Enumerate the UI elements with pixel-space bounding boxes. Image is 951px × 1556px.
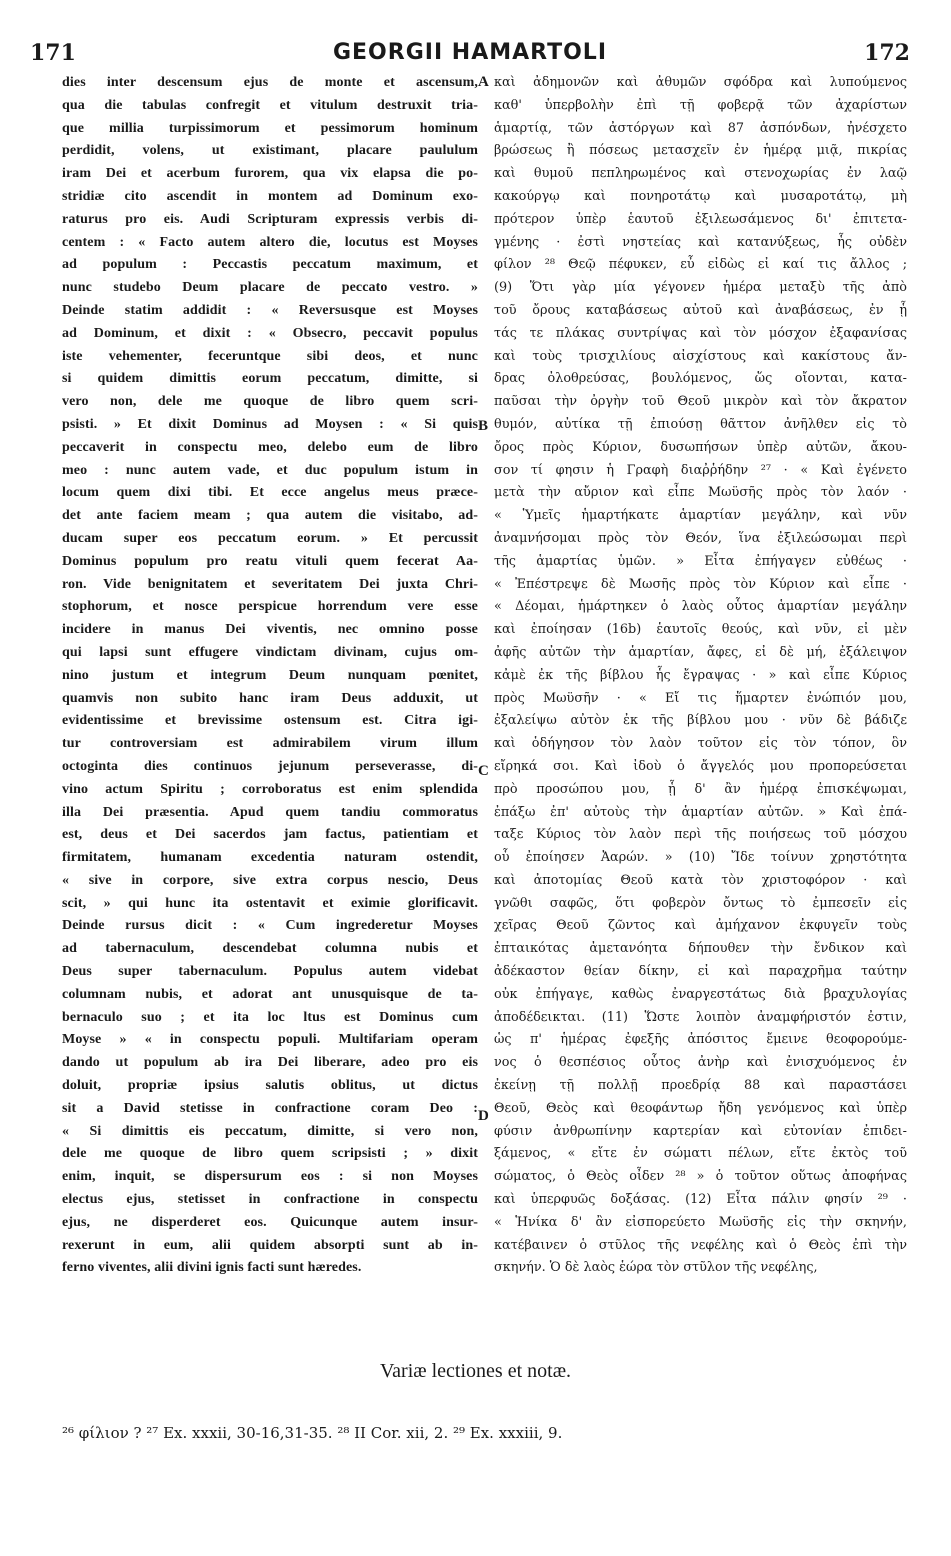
latin-text-line: nunc studebo Deum placare de peccato vestro. »	[62, 280, 478, 296]
latin-text-line: dies inter descensum ejus de monte et ascensum,	[62, 75, 478, 90]
latin-text-line: sit a David stetisse in confractione coram Deo :	[62, 1100, 478, 1116]
latin-text-line: ducam super eos peccatum eorum. » Et percussit	[62, 530, 478, 546]
greek-text-line: μετὰ τὴν αὔριον καὶ εἶπε Μωϋσῆς πρὸς τὸν λαόν ·	[494, 485, 907, 501]
section-marker-b: B	[478, 418, 489, 434]
greek-text-line: ἀφῆς αὐτῶν τὴν ἁμαρτίαν, ἄφες, εἰ δὲ μή, ἐξάλειψον	[494, 644, 907, 660]
latin-text-line: si quidem dimittis eorum peccatum, dimitte, si	[62, 371, 478, 387]
latin-text-line: Deinde statim addidit : « Reversusque est Moyses	[62, 302, 478, 318]
latin-text-line: ron. Vide benignitatem et severitatem Dei juxta Chri-	[62, 576, 478, 592]
greek-column	[494, 72, 907, 1327]
latin-text-line: quamvis non subito hanc iram Deus adduxit, ut	[62, 690, 478, 706]
greek-text-line: « Ἡνίκα δ' ἂν εἰσπορεύετο Μωϋσῆς εἰς τὴν σκηνήν,	[494, 1214, 907, 1230]
greek-text-line: ἐπάξω ἐπ' αὐτοὺς τὴν ἁμαρτίαν αὐτῶν. » Καὶ ἐπά-	[494, 804, 907, 820]
latin-column	[62, 72, 478, 1327]
greek-text-line: καὶ ἀδημονῶν καὶ ἀθυμῶν σφόδρα καὶ λυπούμενος	[494, 75, 907, 90]
greek-text-line: πρὸς Μωϋσῆν · « Εἴ τις ἥμαρτεν ἐνώπιόν μου,	[494, 690, 907, 706]
latin-text-line: Deinde rursus dicit : « Cum ingrederetur Moyses	[62, 918, 478, 934]
latin-text-line: scit, » qui hunc ita ostentavit et eximie glorificavit.	[62, 895, 478, 911]
greek-text-line: (9) Ὅτι γὰρ μία γέγονεν ἡμέρα μεταξὺ τῆς ἀπὸ	[494, 280, 907, 296]
greek-text-line: Θεοῦ, Θεὸς καὶ θεοφάντωρ ἤδη γενόμενος καὶ ὑπὲρ	[494, 1100, 907, 1116]
latin-text-line: iram Dei et acerbum furorem, qua vix elapsa die po-	[62, 166, 478, 182]
greek-text-line: καὶ θυμοῦ πεπληρωμένος καὶ στενοχωρίας ἐν λαῷ	[494, 166, 907, 182]
greek-text-line: ἐκείνῃ τῇ πολλῇ προεδρίᾳ 88 καὶ παραστάσει	[494, 1078, 907, 1094]
greek-text-line: ταξε Κύριος τὸν λαὸν περὶ τῆς ποιήσεως τοῦ μόσχου	[494, 827, 907, 843]
greek-text-line: εἴρηκά σοι. Καὶ ἰδοὺ ὁ ἄγγελός μου προπορεύσεται	[494, 758, 907, 774]
latin-text-line: stophorum, et nosce perspicue horrendum vere esse	[62, 599, 478, 615]
greek-text-line: καὶ τοὺς τρισχιλίους αἰσχίστους καὶ κακίστους ἄν-	[494, 348, 907, 364]
notes-heading: Variæ lectiones et notæ.	[379, 1360, 572, 1382]
latin-text-line: Deus super tabernaculum. Populus autem videbat	[62, 964, 478, 980]
latin-text-line: ad populum : Peccastis peccatum maximum, et	[62, 257, 478, 273]
latin-text-line: qui lapsi sunt effugere vindictam divinam, cujus om-	[62, 644, 478, 660]
latin-text-line: electus ejus, stetisset in confractione in conspectu	[62, 1192, 478, 1208]
latin-text-line: tur controversiam est admirabilem virum illum	[62, 736, 478, 752]
greek-text-line: γνῶθι σαφῶς, ὅτι φοβερὸν ὄντως τὸ ἐμπεσεῖν εἰς	[494, 895, 907, 911]
greek-text-line: κἀμὲ ἐκ τῆς βίβλου ἧς ἔγραψας · » καὶ εἶπε Κύριος	[494, 667, 907, 683]
latin-text-line: perdidit, volens, ut existimant, placare paululum	[62, 143, 478, 159]
greek-text-line: οὗ ἐποίησεν Ἀαρών. » (10) Ἴδε τοίνυν χρηστότητα	[494, 850, 907, 866]
greek-text-line: καὶ ἐποίησαν (16b) ἑαυτοῖς θεούς, καὶ νῦν, εἰ μὲν	[494, 622, 907, 638]
latin-text-line: dele me quoque de libro quem scripsisti ; » dixit	[62, 1146, 478, 1162]
greek-text-line: ἀδέκαστον θείαν δίκην, εἰ καὶ παραχρῆμα ταύτην	[494, 964, 907, 980]
latin-text-line: psisti. » Et dixit Dominus ad Moysen : « Si quis	[62, 416, 478, 432]
greek-text-line: ὄρος πρὸς Κύριον, δυσωπήσων ὑπὲρ αὐτῶν, ἄκου-	[494, 439, 907, 455]
greek-text-line: καὶ ὑπερφυῶς δοξάσας. (12) Εἶτα πάλιν φησίν ²⁹ ·	[494, 1192, 907, 1208]
greek-text-line: βρώσεως ἢ πόσεως μετασχεῖν ἐν ἡμέρᾳ μιᾷ, πικρίας	[494, 143, 907, 159]
latin-text-line: bernaculo suo ; et ita loc ltus est Dominus cum	[62, 1009, 478, 1025]
latin-text-line: iste vehementer, feceruntque sibi deos, et nunc	[62, 348, 478, 364]
latin-text-line: incidere in manus Dei viventis, nec omnino posse	[62, 622, 478, 638]
greek-text-line: παῦσαι τὴν ὀργὴν τοῦ Θεοῦ μικρὸν καὶ τὸν ἄκρατον	[494, 394, 907, 410]
latin-text-line: dando ut populum ab ira Dei liberare, adeo pro eis	[62, 1055, 478, 1071]
right-page-number: 172	[864, 40, 910, 66]
greek-text-line: πρὸ προσώπου μου, ᾗ δ' ἂν ἡμέρᾳ ἐπισκέψωμαι,	[494, 781, 907, 797]
running-title: GEORGII HAMARTOLI	[332, 40, 608, 65]
greek-text-line: ὡς π' ἡμέρας ἐφεξῆς ἀπόσιτος ἔμεινε θεοφορούμε-	[494, 1032, 907, 1048]
greek-text-line: « Ἐπέστρεψε δὲ Μωσῆς πρὸς τὸν Κύριον καὶ εἶπε ·	[494, 576, 907, 592]
latin-text-line: columnam nubis, et adorat ant unusquisque de ta-	[62, 986, 478, 1002]
latin-text-line: qua die tabulas confregit et vitulum destruxit tria-	[62, 97, 478, 113]
latin-text-line: enim, inquit, se dispersurum eos : si non Moyses	[62, 1169, 478, 1185]
greek-text-line: ἐπταικότας ἀμετανόητα δήπουθεν τὴν ἔνδικον καὶ	[494, 941, 907, 957]
greek-text-line: καθ' ὑπερβολὴν ἐπὶ τῇ φοβερᾷ τῶν ἀχαρίστων	[494, 97, 907, 113]
latin-text-line: firmitatem, humanam excedentia naturam ostendit,	[62, 850, 478, 866]
latin-text-line: ad Dominum, et dixit : « Obsecro, peccavit populus	[62, 325, 478, 341]
greek-text-line: χεῖρας Θεοῦ ζῶντος καὶ ἀμήχανον ἐκφυγεῖν τοὺς	[494, 918, 907, 934]
greek-text-line: ἐξαλείψω αὐτὸν ἐκ τῆς βίβλου μου · νῦν δὲ βάδιζε	[494, 713, 907, 729]
latin-text-line: ferno viventes, alii divini ignis facti sunt hæredes.	[62, 1260, 362, 1276]
greek-text-line: ἁμαρτίᾳ, τῶν ἀστόργων καὶ 87 ἀσπόνδων, ἠνέσχετο	[494, 120, 907, 136]
greek-text-line: σκηνήν. Ὁ δὲ λαὸς ἑώρα τὸν στῦλον τῆς νεφέλης,	[494, 1260, 818, 1276]
latin-text-line: locum quem dixi tibi. Et ecce angelus meus præce-	[62, 485, 478, 501]
greek-text-line: φίλον ²⁸ Θεῷ πέφυκεν, εὖ εἰδὼς εἰ καί τις ἄλλος ;	[494, 257, 907, 273]
latin-text-line: rexerunt in eum, alii quidem absorpti sunt ab in-	[62, 1237, 478, 1253]
latin-text-line: est, deus et Dei sacerdos jam factus, patientiam et	[62, 827, 478, 843]
greek-text-line: δρας ὀλοθρεύσας, βουλόμενος, ὥς οἴονται, κατα-	[494, 371, 907, 387]
greek-text-line: θυμόν, αὐτίκα τῇ ἐπιούσῃ θᾶττον ἀνῆλθεν εἰς τὸ	[494, 416, 907, 432]
greek-text-line: γμένης · ἐστὶ νηστείας καὶ κατανύξεως, ἧς οὐδὲν	[494, 234, 907, 250]
latin-text-line: ad tabernaculum, descendebat columna nubis et	[62, 941, 478, 957]
latin-text-line: peccaverit in conspectu meo, delebo eum de libro	[62, 439, 478, 455]
greek-text-line: καὶ ὁδήγησον τὸν λαὸν τοῦτον εἰς τὸν τόπον, ὃν	[494, 736, 907, 752]
latin-text-line: que millia turpissimorum et pessimorum hominum	[62, 120, 478, 136]
greek-text-line: σον τί φησιν ἡ Γραφὴ διαῤῥήδην ²⁷ · « Καὶ ἐγένετο	[494, 462, 907, 478]
latin-text-line: Moyse » « in conspectu populi. Multifariam operam	[62, 1032, 478, 1048]
greek-text-line: καὶ ἀποτομίας Θεοῦ κατὰ τὸν χριστοφόρον · καὶ	[494, 872, 907, 888]
latin-text-line: « sive in corpore, sive extra corpus nescio, Deus	[62, 872, 478, 888]
greek-text-line: νος ὁ θεσπέσιος οὗτος ἀνὴρ καὶ ἐνισχυόμενος ἐν	[494, 1055, 907, 1071]
left-page-number: 171	[30, 40, 76, 66]
greek-text-line: ξάμενος, « εἴτε ἐν σώματι πέλων, εἴτε ἐκτὸς τοῦ	[494, 1146, 907, 1162]
greek-text-line: τάς τε πλάκας συντρίψας καὶ τὸν μόσχον ἐξαφανίσας	[494, 325, 907, 341]
section-marker-c: C	[478, 763, 489, 779]
greek-text-line: τῆς ἁμαρτίας ὑμῶν. » Εἶτα ἐπήγαγεν εὐθέως ·	[494, 553, 907, 569]
greek-text-line: σώματος, ὁ Θεὸς οἶδεν ²⁸ » ὁ τοῦτον οὕτως ἀποφήνας	[494, 1169, 907, 1185]
running-header	[30, 40, 910, 70]
latin-text-line: nino justum et integrum Deum nunquam pœnitet,	[62, 667, 478, 683]
greek-text-line: κατέβαινεν ὁ στῦλος τῆς νεφέλης καὶ ὁ Θεὸς ἐπὶ τὴν	[494, 1237, 907, 1253]
notes-line: ²⁶ φίλιον ? ²⁷ Ex. xxxii, 30-16,31-35. ²⁸ II Cor. xii, 2. ²⁹ Ex. xxxiii, 9.	[62, 1424, 563, 1442]
latin-text-line: stridiæ cito ascendit in montem ad Dominum exo-	[62, 188, 478, 204]
latin-text-line: meo : nunc autem vade, et duc populum istum in	[62, 462, 478, 478]
section-marker-a: A	[478, 74, 489, 90]
latin-text-line: raturus pro eis. Audi Scripturam expressis verbis di-	[62, 211, 478, 227]
latin-text-line: octoginta dies continuos jejunum perseverasse, di-	[62, 758, 478, 774]
latin-text-line: illa Dei præsentia. Apud quem tandiu commoratus	[62, 804, 478, 820]
greek-text-line: ἀναμνήσομαι πρὸς τὸν Θεόν, ἵνα ἐξιλεώσωμαι περὶ	[494, 530, 907, 546]
latin-text-line: det ante faciem meam ; qua autem die visitabo, ad-	[62, 508, 478, 524]
greek-text-line: τοῦ ὄρους καταβάσεως αὐτοῦ καὶ ἀναβάσεως, ἐν ᾗ	[494, 302, 907, 318]
latin-text-line: vino actum Spiritu ; corroboratus est enim splendida	[62, 781, 478, 797]
greek-text-line: οὐκ ἐπήγαγε, καθὼς ἐναργεστάτως διὰ βραχυλογίας	[494, 986, 907, 1002]
greek-text-line: « Δέομαι, ἡμάρτηκεν ὁ λαὸς οὗτος ἁμαρτίαν μεγάλην	[494, 599, 907, 615]
latin-text-line: vero non, dele me quoque de libro quem scri-	[62, 394, 478, 410]
latin-text-line: centem : « Facto autem altero die, locutus est Moyses	[62, 234, 478, 250]
greek-text-line: κακούργῳ καὶ πονηροτάτῳ καὶ μυσαροτάτῳ, μὴ	[494, 188, 907, 204]
latin-text-line: evidentissime et brevissime ostensum est. Citra igi-	[62, 713, 478, 729]
latin-text-line: ejus, ne disperderet eos. Quicunque autem insur-	[62, 1214, 478, 1230]
greek-text-line: ἀποδέδεικται. (11) Ὥστε λοιπὸν ἀναμφήριστόν ἐστιν,	[494, 1009, 907, 1025]
latin-text-line: Dominus populum pro reatu vituli quem fecerat Aa-	[62, 553, 478, 569]
latin-text-line: doluit, propriæ ipsius salutis oblitus, ut dictus	[62, 1078, 478, 1094]
greek-text-line: φύσιν ἀνθρωπίνην καρτερίαν καὶ εὐτονίαν ἐπιδει-	[494, 1123, 907, 1139]
greek-text-line: « Ὑμεῖς ἡμαρτήκατε ἁμαρτίαν μεγάλην, καὶ νῦν	[494, 508, 907, 524]
section-marker-d: D	[478, 1108, 489, 1124]
greek-text-line: πρότερον ὑπὲρ ἑαυτοῦ ἐξιλεωσάμενος δι' ἐπιτετα-	[494, 211, 907, 227]
latin-text-line: « Si dimittis eis peccatum, dimitte, si vero non,	[62, 1123, 478, 1139]
